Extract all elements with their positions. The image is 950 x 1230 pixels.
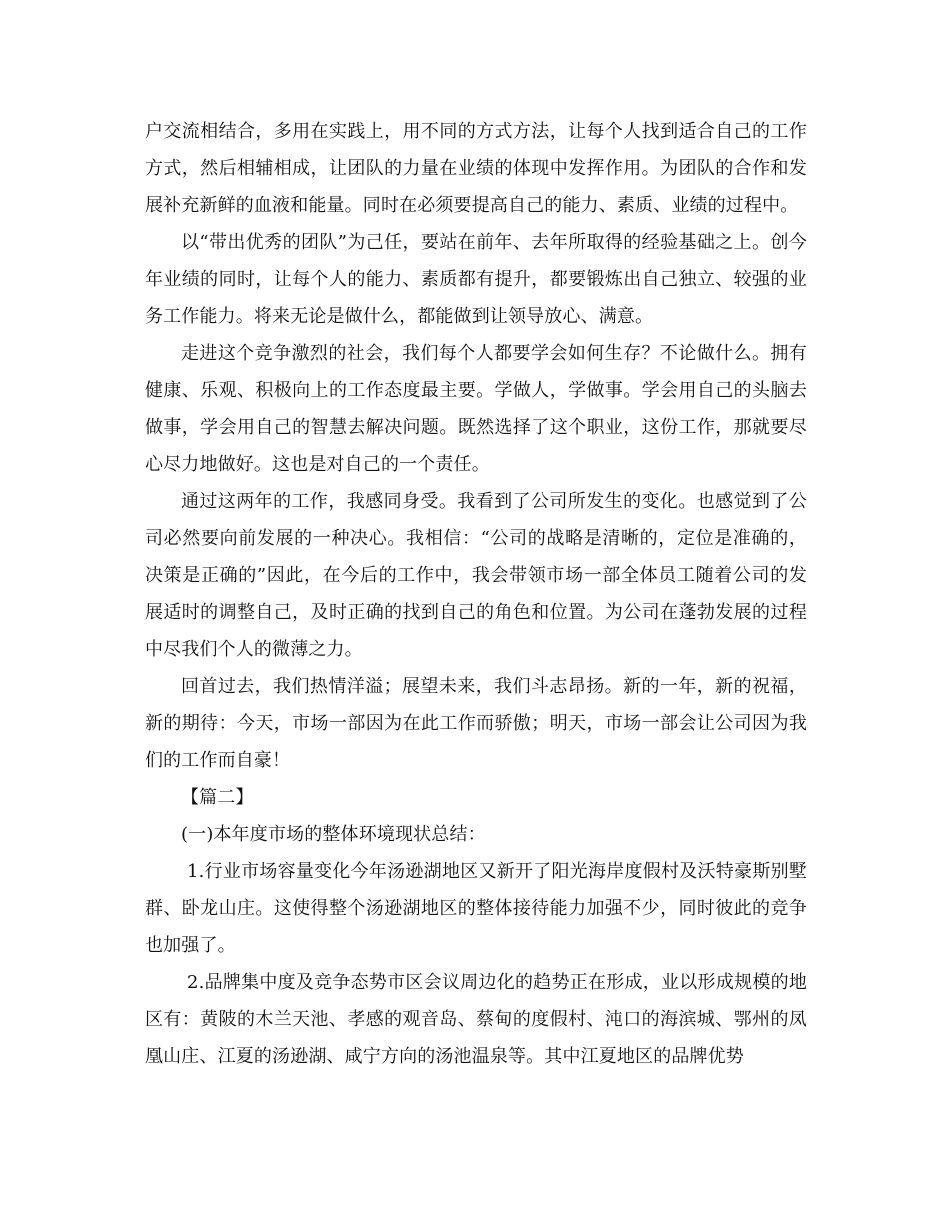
paragraph-continuation: 户交流相结合，多用在实践上，用不同的方式方法，让每个人找到适合自己的工作方式，然后相辅相成，让团队的力量在业绩的体现中发挥作用。为团队的合作和发展补充新鲜的血液和能量。同时在必须要提高自己的能力、素质、业绩的过程中。 (145, 121, 807, 216)
paragraph-company-development: 通过这两年的工作，我感同身受。我看到了公司所发生的变化。也感觉到了公司必然要向前发展的一种决心。我相信：“公司的战略是清晰的，定位是准确的，决策是正确的”因此，在今后的工作中，我会带领市场一部全体员工随着公司的发展适时的调整自己，及时正确的找到自己的角色和位置。为公司在蓬勃发展的过程中尽我们个人的微薄之力。 (145, 491, 807, 660)
subheading-market-environment: (一)本年度市场的整体环境现状总结： (181, 824, 486, 845)
paragraph-team-goal: 以“带出优秀的团队”为己任，要站在前年、去年所取得的经验基础之上。创今年业绩的同时，让每个人的能力、素质都有提升，都要锻炼出自己独立、较强的业务工作能力。将来无论是做什么，都能做到让领导放心、满意。 (145, 232, 807, 327)
list-item-brand-competition: 2.品牌集中度及竞争态势市区会议周边化的趋势正在形成，业以形成规模的地区有：黄陂的木兰天池、孝感的观音岛、蔡甸的度假村、沌口的海滨城、鄂州的凤凰山庄、江夏的汤逊湖、咸宁方向的汤池温泉等。其中江夏地区的品牌优势 (145, 972, 807, 1067)
document-body (145, 113, 807, 1075)
paragraph-work-attitude: 走进这个竞争激烈的社会，我们每个人都要学会如何生存？不论做什么。拥有健康、乐观、积极向上的工作态度最主要。学做人，学做事。学会用自己的头脑去做事，学会用自己的智慧去解决问题。既然选择了这个职业，这份工作，那就要尽心尽力地做好。这也是对自己的一个责任。 (145, 343, 807, 475)
paragraph-looking-ahead: 回首过去，我们热情洋溢；展望未来，我们斗志昂扬。新的一年，新的祝福，新的期待：今天，市场一部因为在此工作而骄傲；明天，市场一部会让公司因为我们的工作而自豪！ (145, 676, 807, 771)
section-heading-part-two: 【篇二】 (181, 787, 254, 808)
list-item-market-capacity: 1.行业市场容量变化今年汤逊湖地区又新开了阳光海岸度假村及沃特豪斯别墅群、卧龙山庄。这使得整个汤逊湖地区的整体接待能力加强不少，同时彼此的竞争也加强了。 (145, 861, 807, 956)
